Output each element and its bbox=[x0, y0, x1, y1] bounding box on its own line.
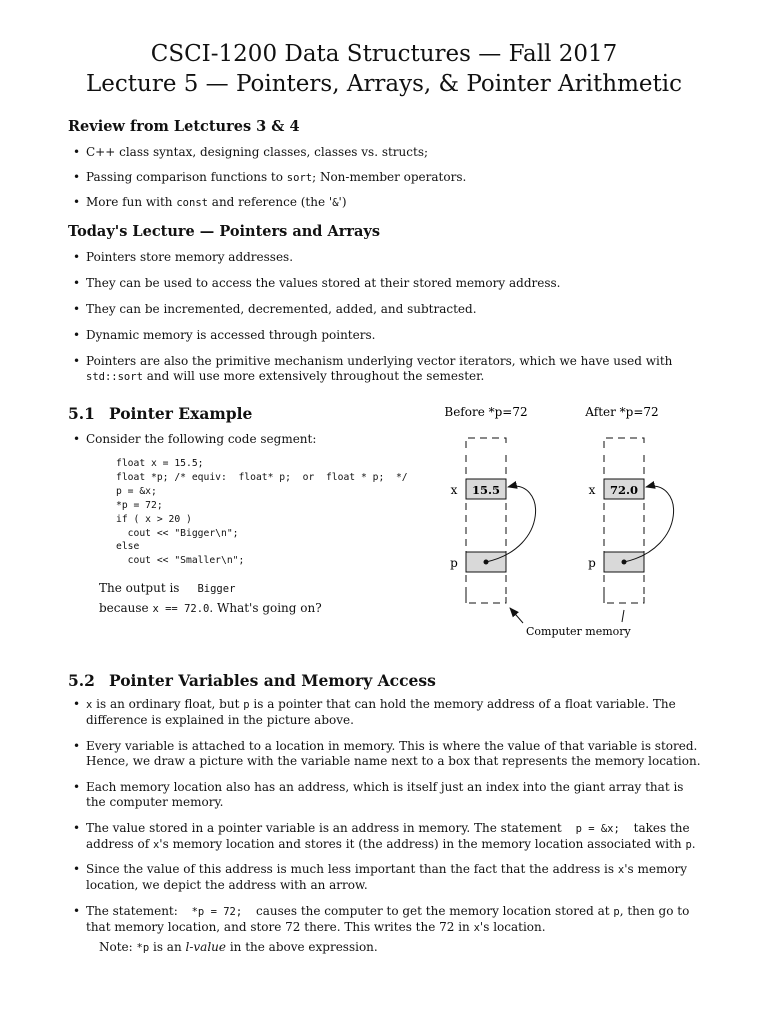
section-5-2-heading: 5.2 Pointer Variables and Memory Access bbox=[68, 671, 436, 690]
section-5-2-bullet-5: • Since the value of this address is much less important than the fact that the address is x's memory location, we depict the address with an arrow. bbox=[86, 862, 702, 893]
today-bullet-2: • They can be used to access the values stored at their stored memory address. bbox=[86, 276, 702, 291]
x-label: x bbox=[450, 483, 458, 497]
section-5-2-bullet-2: • Every variable is attached to a location in memory. This is where the value of that variable is stored. Hence, we draw a picture with the variable name next to a box that represents the memory location. bbox=[86, 739, 702, 769]
section-5-2-bullet-4: • The value stored in a pointer variable is an address in memory. The statement p = &x; takes the address of x's memory location and stores it (the address) in the memory location associated with p. bbox=[86, 821, 702, 853]
memory-leader-line bbox=[510, 608, 523, 623]
computer-memory-label: Computer memory bbox=[526, 625, 631, 638]
x-label: x bbox=[588, 483, 596, 497]
x-value-after: 72.0 bbox=[609, 483, 639, 497]
before-label: Before *p=72 bbox=[444, 405, 528, 419]
section-5-1-heading: 5.1 Pointer Example bbox=[68, 404, 253, 423]
today-bullet-1: • Pointers store memory addresses. bbox=[86, 250, 702, 265]
after-column bbox=[588, 438, 673, 603]
because-line: because x == 72.0. What's going on? bbox=[99, 601, 322, 615]
memory-leader-line bbox=[622, 610, 624, 622]
section-5-2-bullet-6: • The statement: *p = 72; causes the computer to get the memory location stored at p, then go to that memory location, and store 72 there. This writes the 72 in x's location. bbox=[86, 904, 702, 936]
review-bullet-3: • More fun with const and reference (the '&') bbox=[86, 195, 702, 211]
review-bullet-2: • Passing comparison functions to sort; Non-member operators. bbox=[86, 170, 702, 186]
before-column bbox=[450, 438, 535, 603]
today-bullet-4: • Dynamic memory is accessed through pointers. bbox=[86, 328, 702, 343]
review-bullet-1: • C++ class syntax, designing classes, classes vs. structs; bbox=[86, 145, 702, 160]
p-label: p bbox=[450, 556, 458, 570]
today-bullet-3: • They can be incremented, decremented, added, and subtracted. bbox=[86, 302, 702, 317]
review-heading: Review from Letctures 3 & 4 bbox=[68, 118, 300, 135]
title-line-1: CSCI-1200 Data Structures — Fall 2017 bbox=[150, 41, 618, 67]
title-line-2: Lecture 5 — Pointers, Arrays, & Pointer Arithmetic bbox=[86, 71, 682, 97]
section-5-2-bullet-3: • Each memory location also has an address, which is itself just an index into the giant array that is the computer memory. bbox=[86, 780, 702, 810]
section-5-1-bullet: • Consider the following code segment: bbox=[86, 432, 406, 447]
today-heading: Today's Lecture — Pointers and Arrays bbox=[68, 223, 381, 240]
after-label: After *p=72 bbox=[585, 405, 659, 419]
code-segment: float x = 15.5; float *p; /* equiv: float* p; or float * p; */ p = &x; *p = 72; if ( x > 20 ) cout << "Bigger\n"; else cout << "Smaller\n"; bbox=[116, 458, 408, 567]
today-bullet-5: • Pointers are also the primitive mechanism underlying vector iterators, which we have used with std::sort and will use more extensively throughout the semester. bbox=[86, 354, 702, 385]
output-line: The output is Bigger bbox=[99, 581, 236, 595]
l-value-note: Note: *p is an l-value in the above expression. bbox=[99, 940, 378, 954]
memory-diagram bbox=[430, 398, 680, 648]
x-value-before: 15.5 bbox=[471, 483, 501, 497]
section-5-2-bullet-1: • x is an ordinary float, but p is a pointer that can hold the memory address of a float variable. The difference is explained in the picture above. bbox=[86, 697, 702, 728]
p-label: p bbox=[588, 556, 596, 570]
